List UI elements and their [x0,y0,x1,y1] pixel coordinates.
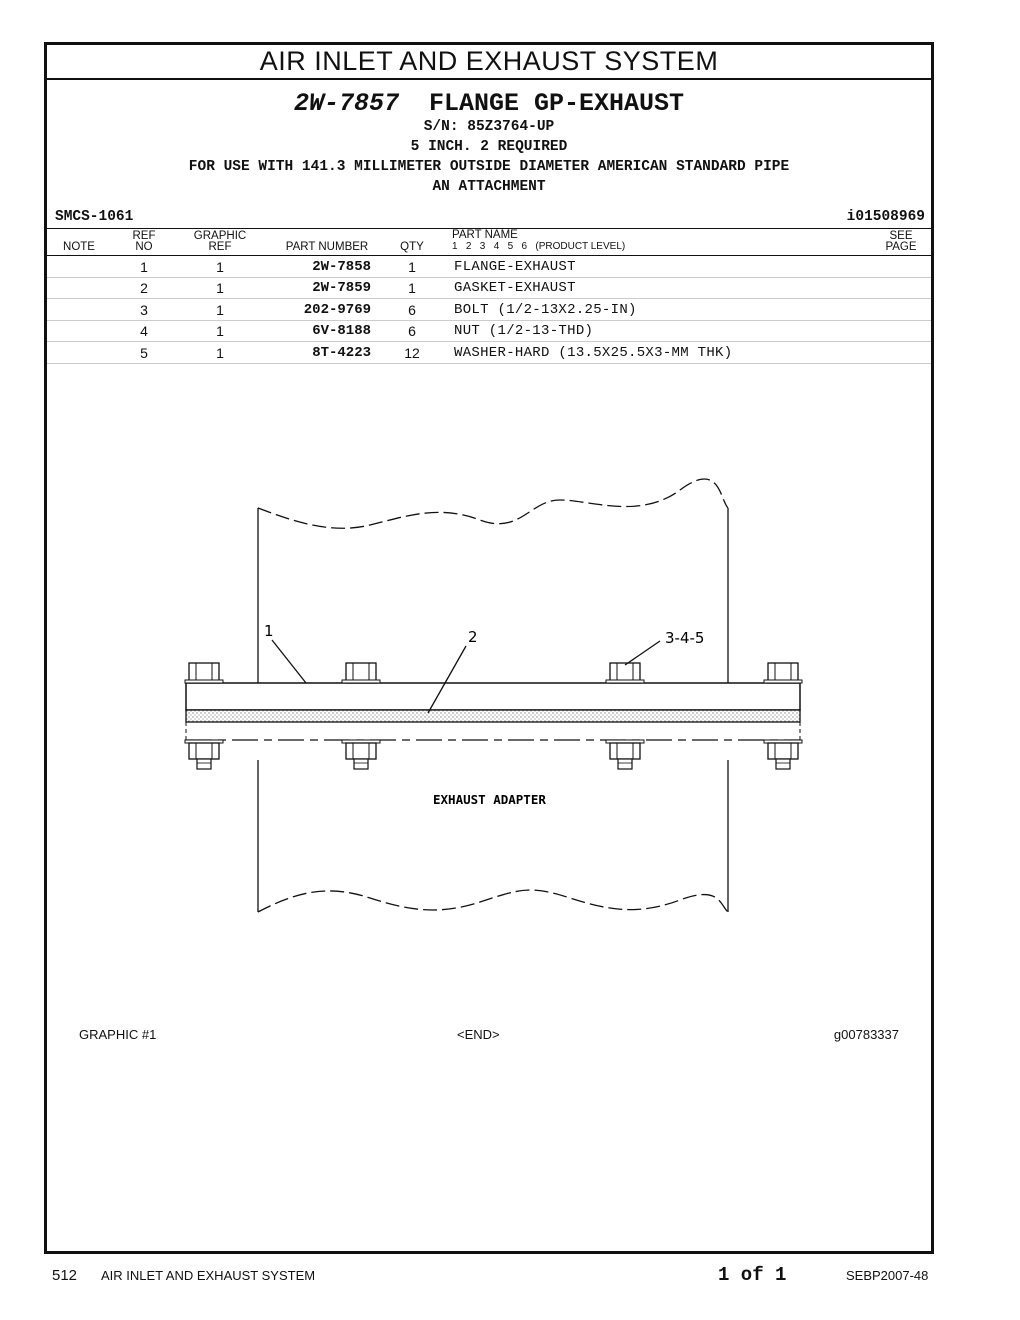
leader-1 [272,640,306,683]
qty: 1 [408,280,416,296]
bolt-3 [606,663,644,683]
ref-no: 5 [140,345,148,361]
qty: 1 [408,259,416,275]
graphic-ref: 1 [216,345,224,361]
part-name: GASKET-EXHAUST [454,280,576,296]
qty: 12 [404,345,420,361]
footer-section: AIR INLET AND EXHAUST SYSTEM [101,1268,316,1283]
document-number: SEBP2007-48 [846,1268,929,1283]
page-of: 1 of 1 [718,1264,787,1286]
graphic-id: g00783337 [833,1027,899,1042]
pipe-upper [258,479,728,683]
col-graphic-a: GRAPHIC [193,230,247,242]
graphic-ref: 1 [216,259,224,275]
col-qty: QTY [400,241,424,253]
nut-1 [185,740,223,769]
nut-4 [764,740,802,769]
bolt-1 [185,663,223,683]
part-name: FLANGE-EXHAUST [454,259,576,275]
qty: 6 [408,323,416,339]
group-part-number: 2W-7857 [293,89,399,118]
ref-no: 4 [140,323,148,339]
page-number: 512 [52,1267,78,1284]
part-number: 2W-7858 [312,259,371,275]
callout-1: 1 [264,622,274,640]
col-part-name: PART NAME [452,229,518,241]
col-product-levels: 1 2 3 4 5 6 (PRODUCT LEVEL) [452,241,626,252]
bolt-4 [764,663,802,683]
flange [186,683,800,710]
leader-345 [625,641,660,665]
part-name: NUT (1/2-13-THD) [454,323,594,339]
bolt-2 [342,663,380,683]
gasket [186,710,800,722]
col-ref-a: REF [132,230,156,242]
group-note-3: AN ATTACHMENT [432,179,546,195]
exhaust-adapter-label: EXHAUST ADAPTER [433,792,546,807]
graphic-ref: 1 [216,323,224,339]
section-title: AIR INLET AND EXHAUST SYSTEM [47,45,931,80]
ref-no: 2 [140,280,148,296]
graphic-end: <END> [457,1027,500,1042]
part-name: WASHER-HARD (13.5X25.5X3-MM THK) [454,345,733,361]
serial-range: S/N: 85Z3764-UP [423,119,555,135]
col-see-b: PAGE [885,241,917,253]
group-note-2: FOR USE WITH 141.3 MILLIMETER OUTSIDE DIAMETER AMERICAN STANDARD PIPE [188,159,790,175]
group-name: FLANGE GP-EXHAUST [428,89,685,118]
nut-3 [606,740,644,769]
callout-345: 3-4-5 [665,629,705,647]
part-number: 8T-4223 [312,345,371,361]
graphic-number: GRAPHIC #1 [79,1027,157,1042]
callout-2: 2 [468,628,478,646]
pipe-lower [258,760,728,912]
graphic-ref: 1 [216,280,224,296]
ref-no: 1 [140,259,148,275]
ref-no: 3 [140,302,148,318]
nut-2 [342,740,380,769]
part-number: 202-9769 [303,302,371,318]
illustration-id: i01508969 [846,209,925,225]
col-ref-b: NO [135,241,153,253]
qty: 6 [408,302,416,318]
col-part-number: PART NUMBER [285,241,369,253]
col-see-a: SEE [889,230,913,242]
col-graphic-b: REF [208,241,232,253]
graphic-ref: 1 [216,302,224,318]
smcs-code: SMCS-1061 [55,209,134,225]
group-note-1: 5 INCH. 2 REQUIRED [410,139,568,155]
part-name: BOLT (1/2-13X2.25-IN) [454,302,637,318]
part-number: 6V-8188 [312,323,371,339]
col-note: NOTE [63,241,95,253]
part-number: 2W-7859 [312,280,371,296]
